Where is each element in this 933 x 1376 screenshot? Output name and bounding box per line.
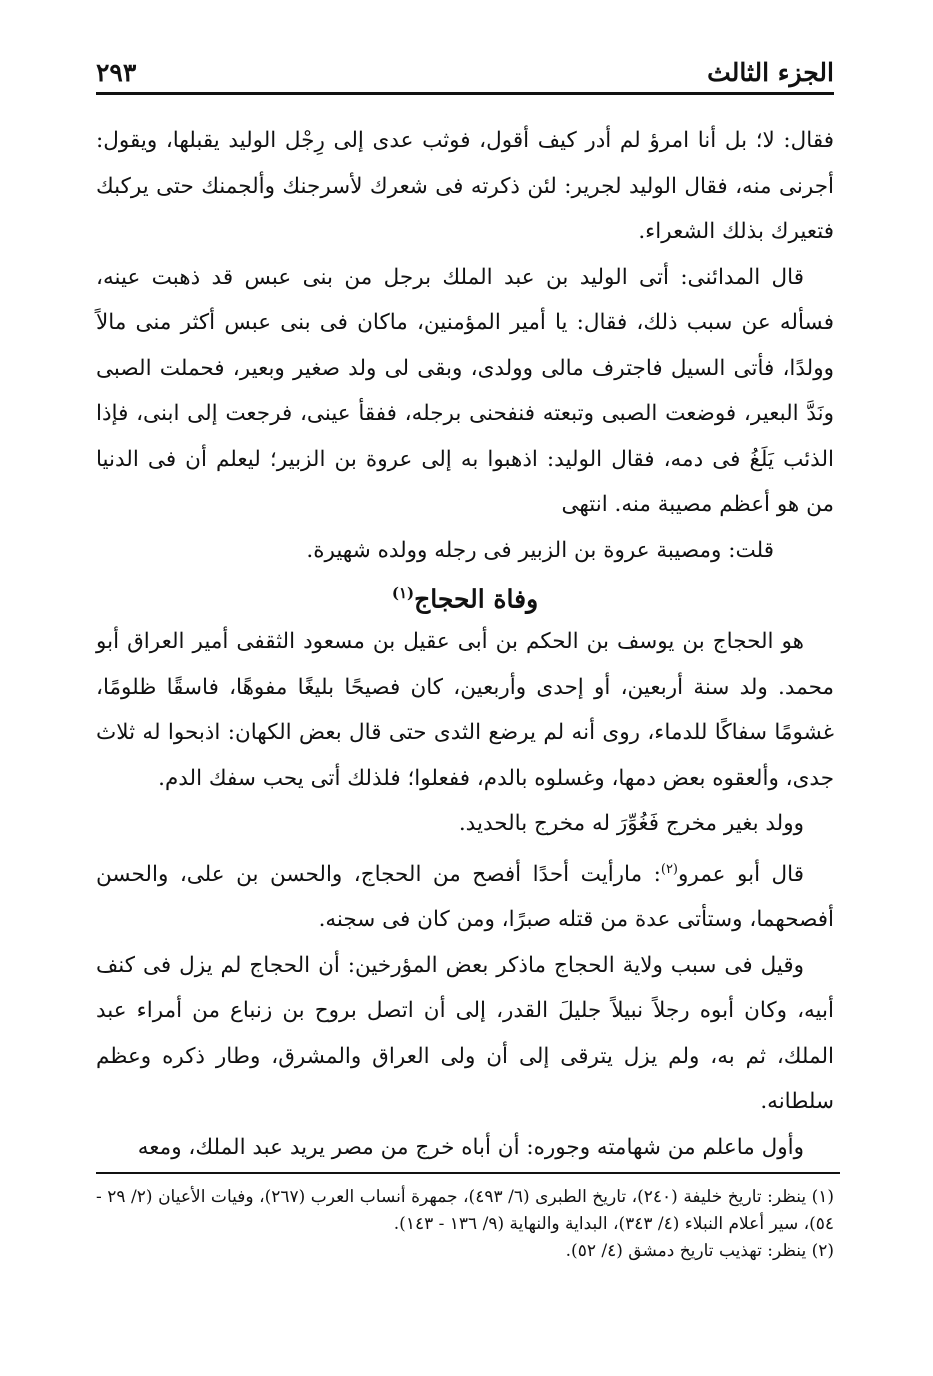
paragraph: وقيل فى سبب ولاية الحجاج ماذكر بعض المؤرخين: أن الحجاج لم يزل فى كنف أبيه، وكان أبوه رجلاً نبيلاً جليلَ القدر، إلى أن اتصل بروح بن زنباع من أمراء عبد الملك، ثم به، ولم يزل يترقى إلى أن ولى العراق والمشرق، وطار ذكره وعظم سلطانه.	[96, 952, 834, 1115]
paragraph: قلت: ومصيبة عروة بن الزبير فى رجله وولده شهيرة.	[306, 537, 774, 563]
paragraph	[96, 847, 834, 943]
paragraph: قال المدائنى: أتى الوليد بن عبد الملك برجل من بنى عبس قد ذهبت عينه، فسأله عن سبب ذلك، فقال: يا أمير المؤمنين، ماكان فى بنى عبس أكثر منى مالاً وولدًا، فأتى السيل فاجترف مالى وولدى، وبقى لى ولد صغير وبعير، فحملت الصبى ونَدَّ البعير، فوضعت الصبى وتبعته فنفحنى برجله، ففقأ عينى، فرجعت إلى ابنى، فإذا الذئب يَلَغُ فى دمه، فقال الوليد: اذهبوا به إلى عروة بن الزبير؛ ليعلم أن فى الدنيا من هو أعظم مصيبة منه. انتهى	[96, 264, 834, 517]
paragraph: وولد بغير مخرج فَغُوِّرَ له مخرج بالحديد.	[458, 811, 804, 837]
paragraph: وأول ماعلم من شهامته وجوره: أن أباه خرج من مصر يريد عبد الملك، ومعه	[137, 1134, 804, 1160]
paragraph-text: : مارأيت أحدًا أفصح من الحجاج، والحسن بن على، والحسن أفصحهما، وستأتى عدة من قتله صبرًا، ومن كان فى سجنه.	[96, 861, 834, 933]
section-heading	[96, 573, 834, 619]
footnote: (١) ينظر: تاريخ خليفة (٢٤٠)، تاريخ الطبرى (٦/ ٤٩٣)، جمهرة أنساب العرب (٢٦٧)، وفيات الأعيان (٢/ ٢٩ - ٥٤)، سير أعلام النبلاء (٤/ ٣٤٣)، البداية والنهاية (٩/ ١٣٦ - ١٤٣).	[96, 1187, 834, 1234]
section-title-text: وفاة الحجاج	[414, 584, 539, 614]
footnote-ref: (١)	[391, 584, 415, 602]
paragraph-text: قال أبو عمرو	[678, 861, 805, 887]
footnote-ref: (٢)	[660, 861, 678, 877]
footnotes	[96, 1184, 834, 1265]
running-title: الجزء الثالث	[707, 58, 834, 87]
page-header	[96, 56, 834, 95]
footnote: (٢) ينظر: تهذيب تاريخ دمشق (٤/ ٥٢).	[565, 1241, 834, 1261]
main-text	[96, 118, 834, 1170]
footnote-divider	[96, 1172, 840, 1174]
page-number: ٢٩٣	[96, 58, 137, 87]
paragraph: فقال: لا؛ بل أنا امرؤ لم أدر كيف أقول، فوثب عدى إلى رِجْل الوليد يقبلها، ويقول: أجرنى منه، فقال الوليد لجرير: لئن ذكرته فى شعرك لأسرجنك وألجمنك حتى يركبك فتعيرك بذلك الشعراء.	[96, 128, 834, 244]
paragraph: هو الحجاج بن يوسف بن الحكم بن أبى عقيل بن مسعود الثقفى أمير العراق أبو محمد. ولد سنة أربعين، أو إحدى وأربعين، كان فصيحًا بليغًا مفوهًا، فاسقًا ظلومًا، غشومًا سفاكًا للدماء، روى أنه لم يرضع الثدى حتى قال بعض الكهان: اذبحوا له ثلاث جدى، وألعقوه بعض دمها، وغسلوه بالدم، ففعلوا؛ فلذلك أتى يحب سفك الدم.	[96, 629, 834, 791]
